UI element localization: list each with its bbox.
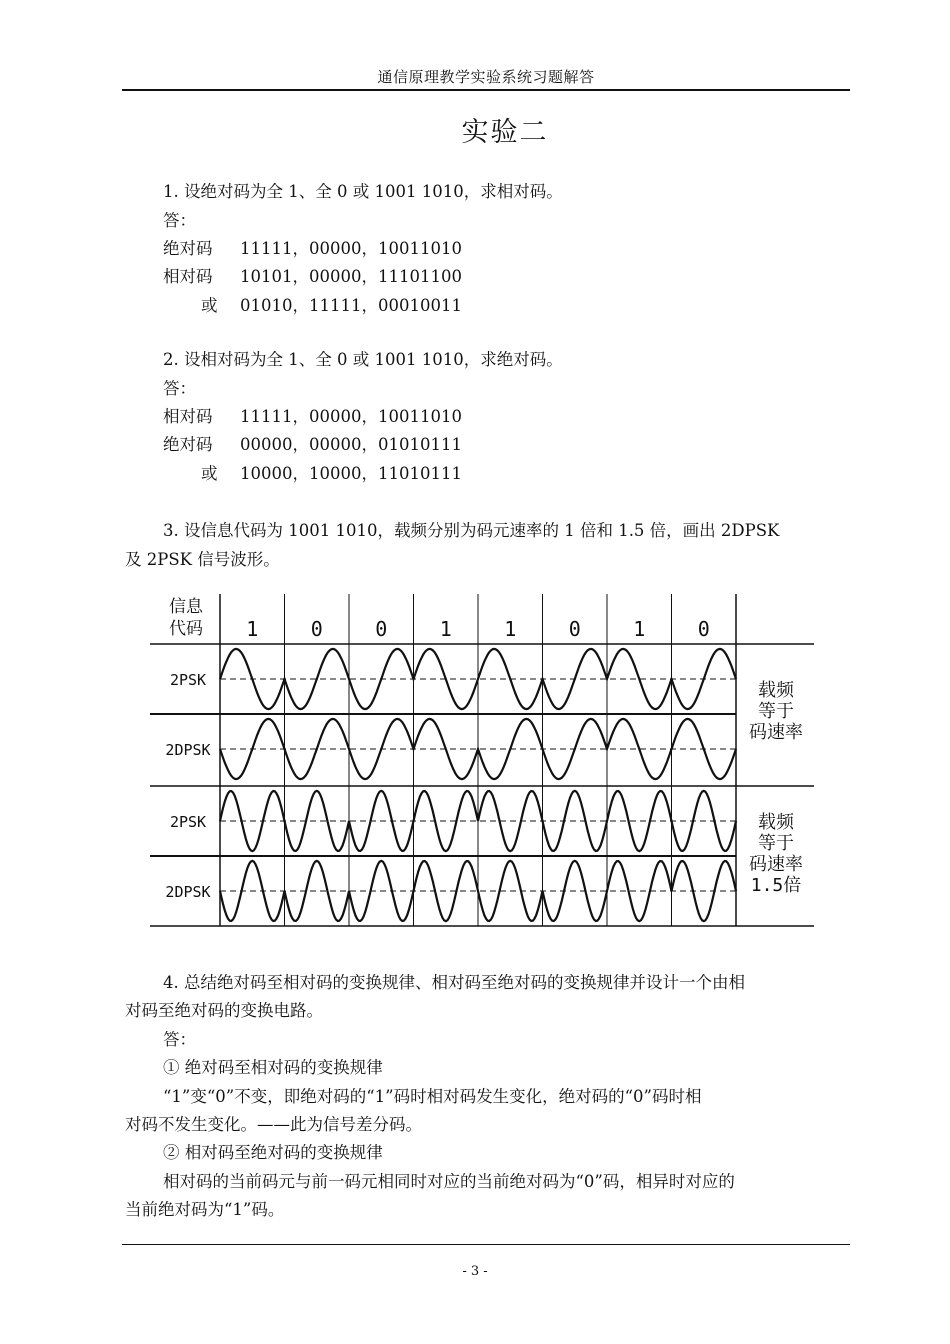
q4-item2-line2: 当前绝对码为“1”码。 (125, 1200, 285, 1219)
q2-answer-label: 答： (163, 379, 196, 398)
q1-answer-label: 答： (163, 211, 196, 230)
fig-bit-label: 1 (246, 617, 259, 641)
q4-item1-title: ① 绝对码至相对码的变换规律 (163, 1058, 383, 1077)
waveform-figure (150, 592, 814, 928)
q1-row1-value: 11111，00000，10011010 (240, 239, 462, 258)
fig-bit-label: 0 (568, 617, 581, 641)
fig-note1-line: 码速率 (749, 722, 803, 743)
q1-question: 1. 设绝对码为全 1、全 0 或 1001 1010，求相对码。 (163, 182, 563, 201)
fig-bit-label: 1 (439, 617, 452, 641)
q4-item2-line1: 相对码的当前码元与前一码元相同时对应的当前绝对码为“0”码，相异时对应的 (163, 1172, 735, 1191)
q2-row1-value: 11111，00000，10011010 (240, 407, 462, 426)
fig-note1-line: 等于 (758, 701, 794, 722)
running-header: 通信原理教学实验系统习题解答 (377, 68, 595, 86)
q1-row2-label: 相对码 (163, 267, 213, 286)
q2-row1-label: 相对码 (163, 407, 213, 426)
fig-bit-label: 0 (697, 617, 710, 641)
fig-row-label: 2DPSK (165, 883, 211, 901)
q2-row2-value: 00000，00000，01010111 (240, 435, 462, 454)
fig-note2-line: 1.5倍 (750, 875, 802, 896)
header-rule (122, 89, 850, 91)
fig-header-label-line2: 代码 (169, 619, 203, 639)
q4-question-line2: 对码至绝对码的变换电路。 (125, 1001, 323, 1020)
q4-item1-line1: “1”变“0”不变，即绝对码的“1”码时相对码发生变化，绝对码的“0”码时相 (163, 1087, 702, 1106)
footer-rule (122, 1244, 850, 1245)
fig-note2-line: 载频 (758, 812, 794, 833)
q1-row3-value: 01010，11111，00010011 (240, 296, 462, 315)
q1-row3-label: 或 (201, 296, 218, 315)
q2-row3-label: 或 (201, 464, 218, 483)
fig-bit-label: 0 (310, 617, 323, 641)
fig-row-label: 2PSK (169, 671, 207, 689)
fig-note2-line: 等于 (758, 833, 794, 854)
q4-question-line1: 4. 总结绝对码至相对码的变换规律、相对码至绝对码的变换规律并设计一个由相 (163, 973, 745, 992)
q1-row2-value: 10101，00000，11101100 (240, 267, 462, 286)
q1-row1-label: 绝对码 (163, 239, 213, 258)
q4-item1-line2: 对码不发生变化。——此为信号差分码。 (125, 1115, 422, 1134)
page-title: 实验二 (461, 117, 549, 148)
q2-question: 2. 设相对码为全 1、全 0 或 1001 1010，求绝对码。 (163, 350, 563, 369)
q3-question-line2: 及 2PSK 信号波形。 (125, 550, 280, 569)
fig-bit-label: 1 (633, 617, 646, 641)
q4-answer-label: 答： (163, 1030, 196, 1049)
fig-note2-line: 码速率 (749, 854, 803, 875)
page-number: - 3 - (462, 1264, 488, 1279)
q3-question-line1: 3. 设信息代码为 1001 1010，载频分别为码元速率的 1 倍和 1.5 倍，画出 2DPSK (163, 521, 780, 540)
q2-row3-value: 10000，10000，11010111 (240, 464, 462, 483)
fig-row-label: 2PSK (169, 813, 207, 831)
q4-item2-title: ② 相对码至绝对码的变换规律 (163, 1143, 383, 1162)
fig-bit-label: 1 (504, 617, 517, 641)
fig-note1-line: 载频 (758, 680, 794, 701)
q2-row2-label: 绝对码 (163, 435, 213, 454)
fig-row-label: 2DPSK (165, 741, 211, 759)
fig-header-label-line1: 信息 (169, 597, 203, 617)
fig-bit-label: 0 (375, 617, 388, 641)
